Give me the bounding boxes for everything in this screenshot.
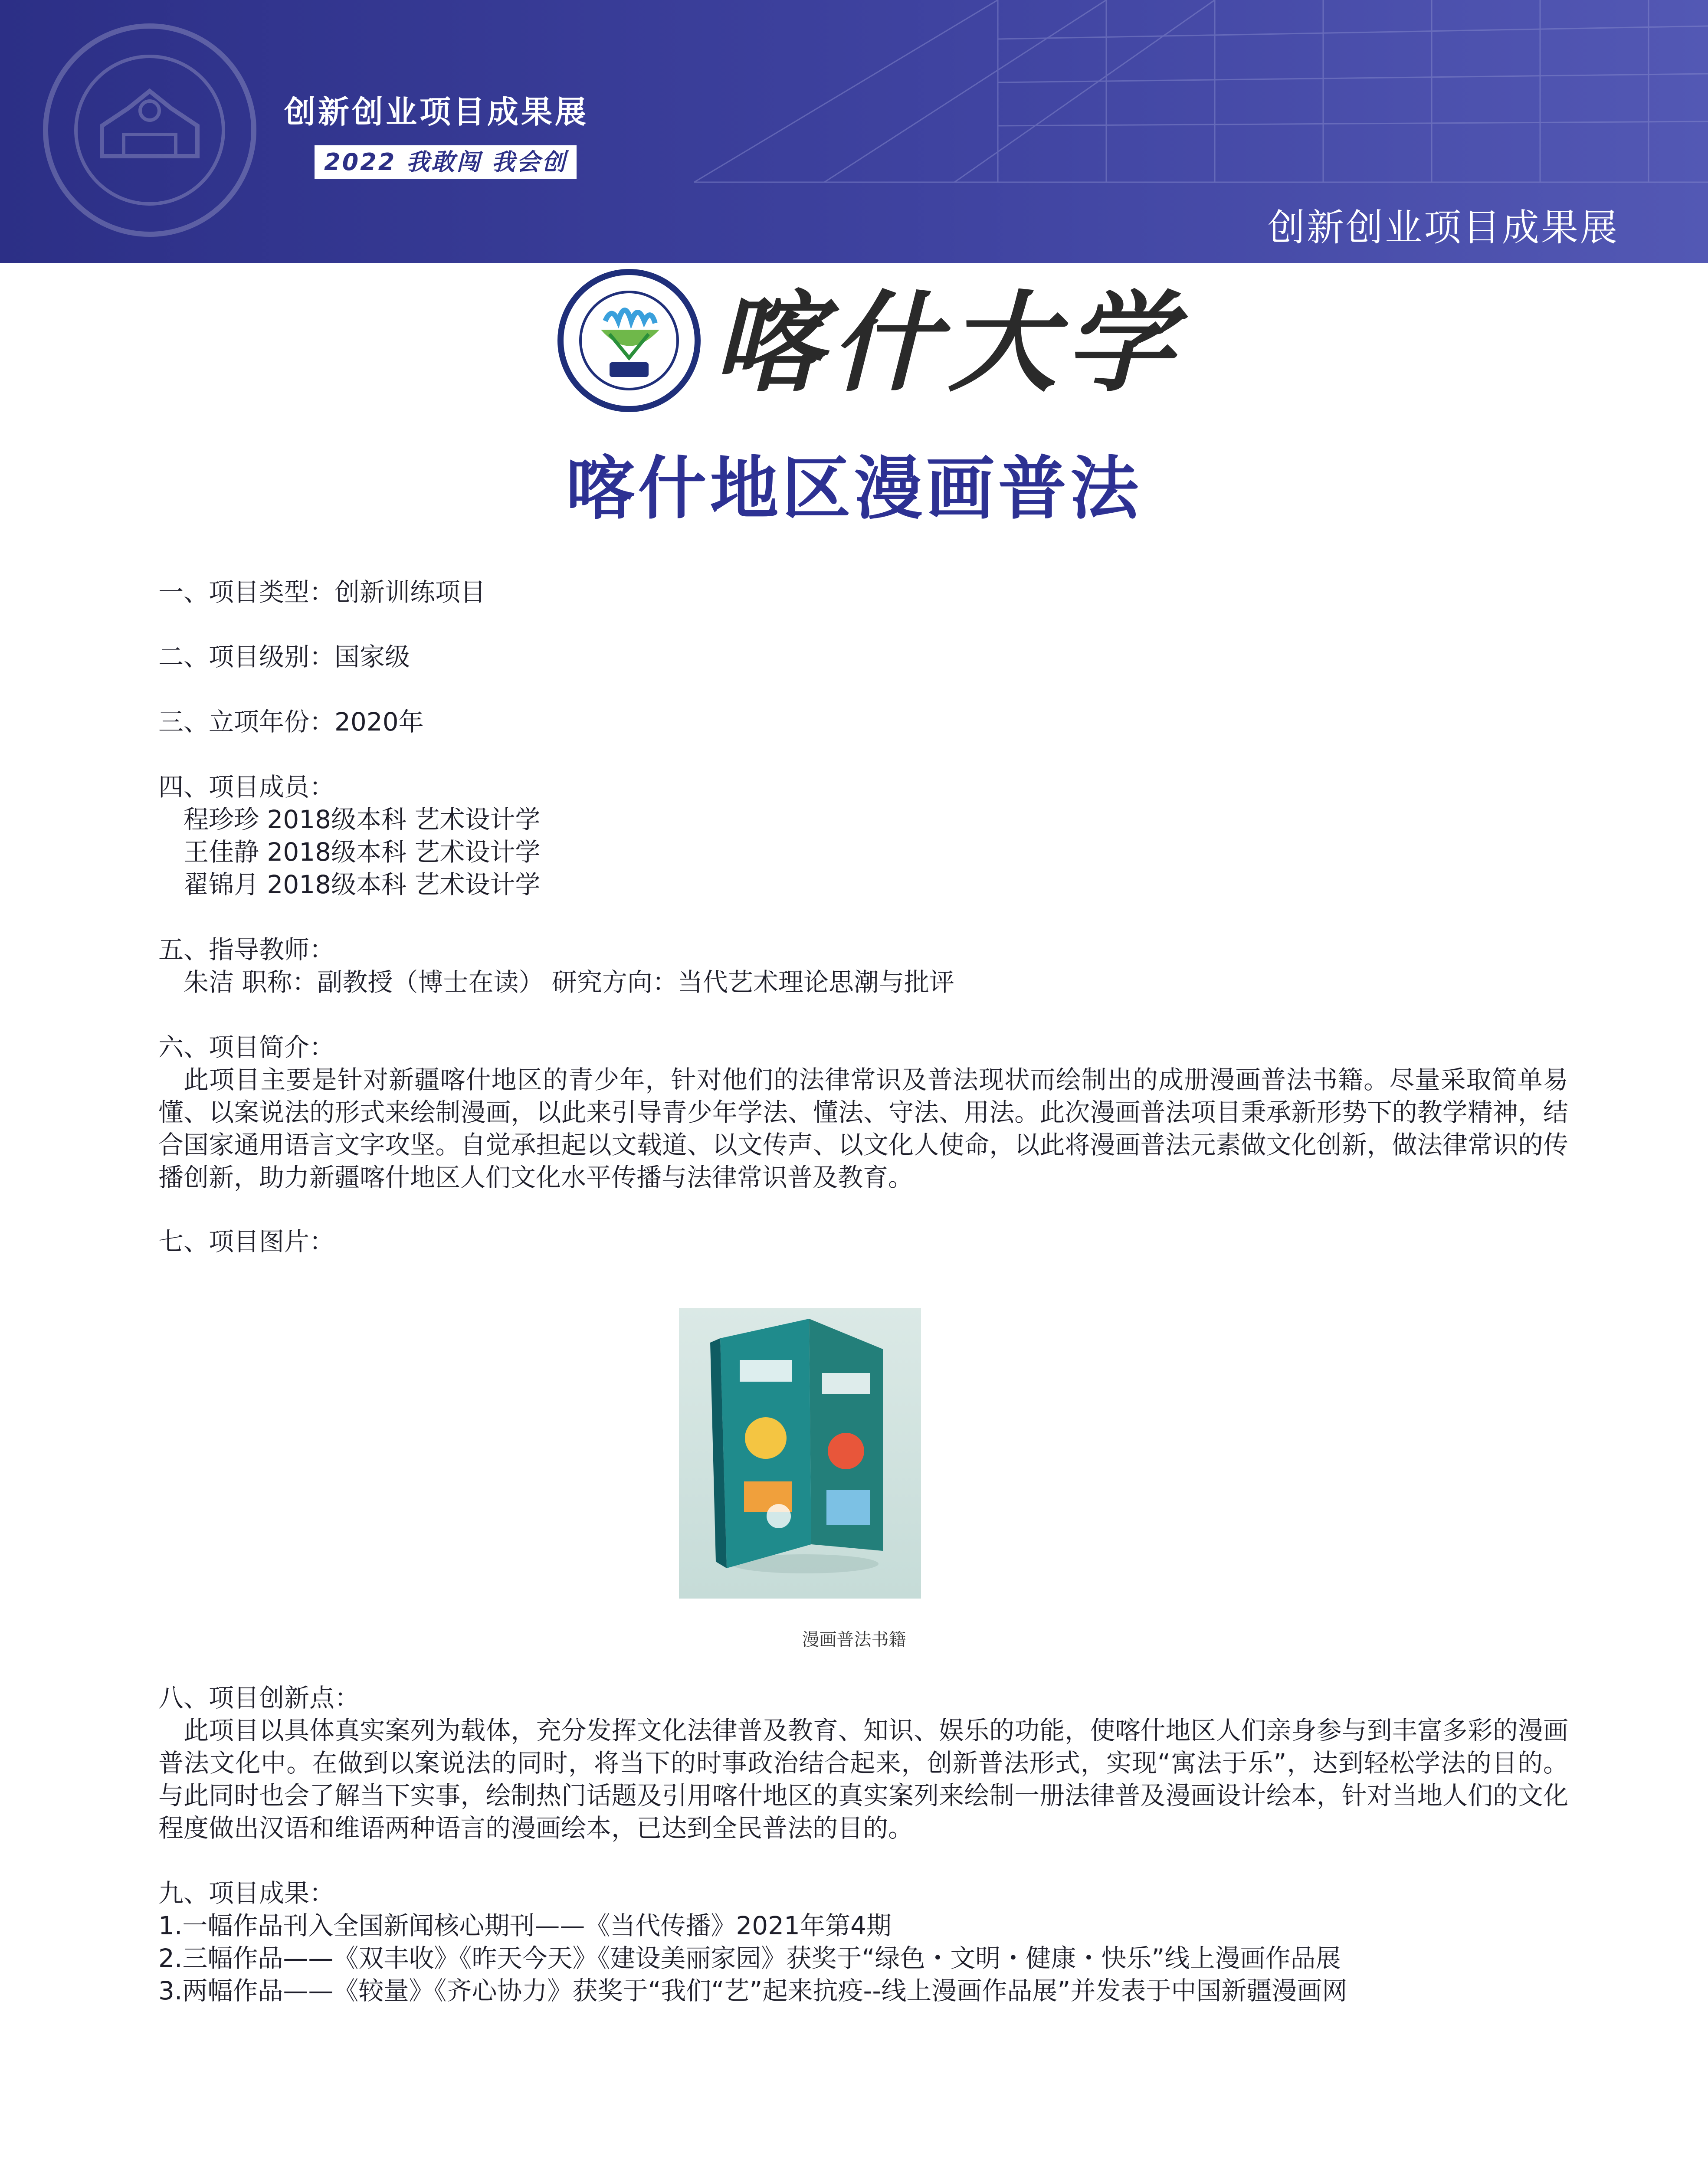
members-heading: 四、项目成员：	[158, 772, 335, 802]
result-item: 3.两幅作品——《较量》《齐心协力》获奖于“我们“艺”起来抗疫--线上漫画作品展”并发表于中国新疆漫画网	[158, 1976, 1347, 2005]
result-item: 1.一幅作品刊入全国新闻核心期刊——《当代传播》2021年第4期	[158, 1911, 892, 1940]
page-title: 喀什地区漫画普法	[566, 449, 1142, 529]
kashi-university-logo	[557, 269, 701, 412]
intro-paragraph: 此项目主要是针对新疆喀什地区的青少年，针对他们的法律常识及普法现状而绘制出的成册漫画普法书籍。尽量采取简单易懂、以案说法的形式来绘制漫画，以此来引导青少年学法、懂法、守法、用法。此次漫画普法项目秉承新形势下的教学精神，结合国家通用语言文字攻坚。自觉承担起以文载道、以文传声、以文化人使命，以此将漫画普法元素做文化创新，做法律常识的传播创新，助力新疆喀什地区人们文化水平传播与法律常识普及教育。	[158, 1065, 1568, 1192]
member-item: 程珍珍 2018级本科 艺术设计学	[184, 805, 541, 834]
university-seal-watermark	[37, 17, 262, 243]
results-heading: 九、项目成果：	[158, 1878, 335, 1908]
advisor-section	[158, 934, 1568, 999]
banner-title: 创新创业项目成果展	[284, 94, 589, 130]
result-item: 2.三幅作品——《双丰收》《昨天今天》《建设美丽家园》获奖于“绿色・文明・健康・快乐”线上漫画作品展	[158, 1943, 1341, 1973]
innovation-paragraph: 此项目以具体真实案列为载体，充分发挥文化法律普及教育、知识、娱乐的功能，使喀什地区人们亲身参与到丰富多彩的漫画普法文化中。在做到以案说法的同时，将当下的时事政治结合起来，创新普法形式，实现“寓法于乐”，达到轻松学法的目的。与此同时也会了解当下实事，绘制热门话题及引用喀什地区的真实案列来绘制一册法律普及漫画设计绘本，针对当地人们的文化程度做出汉语和维语两种语言的漫画绘本，已达到全民普法的目的。	[158, 1716, 1568, 1843]
advisor-info: 朱洁 职称：副教授（博士在读） 研究方向：当代艺术理论思潮与批评	[184, 967, 954, 997]
project-year: 三、立项年份：2020年	[158, 707, 424, 737]
innovation-heading: 八、项目创新点：	[158, 1683, 360, 1713]
members-section	[158, 771, 1568, 901]
header-banner	[0, 0, 1708, 263]
intro-section	[158, 1031, 1568, 1194]
results-section	[158, 1877, 1568, 2007]
member-item: 王佳静 2018级本科 艺术设计学	[184, 837, 541, 867]
member-item: 翟锦月 2018级本科 艺术设计学	[184, 870, 541, 899]
comic-book-photo	[679, 1308, 921, 1599]
comic-book-illustration	[679, 1308, 921, 1599]
banner-right-title: 创新创业项目成果展	[1268, 206, 1619, 249]
intro-heading: 六、项目简介：	[158, 1032, 335, 1062]
university-name-calligraphy: 喀什大学	[714, 279, 1182, 406]
advisor-heading: 五、指导教师：	[158, 935, 335, 964]
project-level: 二、项目级别：国家级	[158, 642, 410, 672]
image-caption: 漫画普法书籍	[802, 1630, 906, 1650]
innovation-section	[158, 1682, 1568, 1845]
project-type: 一、项目类型：创新训练项目	[158, 577, 486, 607]
images-heading: 七、项目图片：	[158, 1227, 335, 1256]
banner-slogan: 2022 我敢闯 我会创	[315, 145, 577, 179]
